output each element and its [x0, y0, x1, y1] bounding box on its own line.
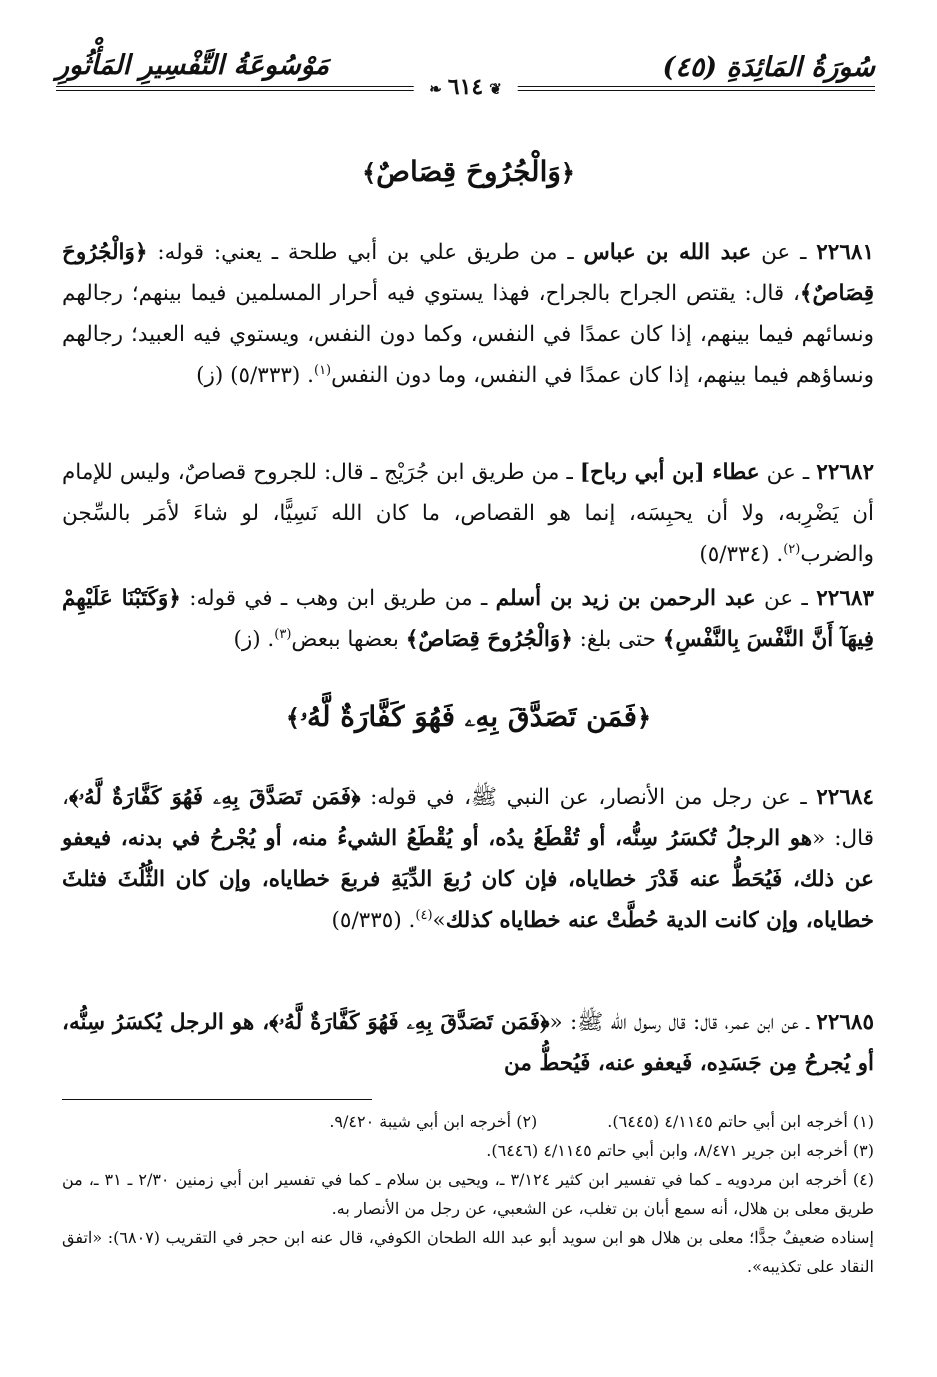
- hadith-text: هو الرجلُ تُكسَرُ سِنُّه، أو تُقْطَعُ يدُه، أو يُقْطَعُ الشيءُ منه، أو يُجْرحُ في بدنه، فيعفو عن ذلك، فَيُحَطُّ عنه قَدْرَ خطاياه، فإن كان رُبعَ الدِّيَةِ فربعَ خطاياه، وإن كان الثُّلُثَ فثلثَ خطاياه، وإن كانت الدية حُطَّتْ عنه خطاياه كذلك: [62, 826, 874, 933]
- quran-quote: ﴿وَالْجُرُوحَ قِصَاصٌ﴾: [405, 627, 573, 652]
- entry-text: ـ عن: [755, 586, 817, 611]
- ornament-icon: ❧: [429, 80, 442, 98]
- entry-text: ـ من طريق ابن جُرَيْج ـ قال: للجروح قصاصٌ، وليس للإمام أن يَضْرِبه، ولا أن يحبِسَه، إنما هو القصاص، ما كان الله نَسِيًّا، لو شاءَ لأمَر بالسِّجن والضرب: [62, 460, 874, 567]
- ornate-bracket-icon: ﴾: [285, 703, 300, 732]
- entry-text: ـ من طريق ابن وهب ـ في قوله:: [180, 586, 496, 611]
- quran-quote: ﴿وَالْجُرُوحَ قِصَاصٌ﴾: [62, 240, 874, 306]
- entry-number: ٢٢٦٨٢: [816, 460, 875, 485]
- entry-text: ، قال: يقتص الجراح بالجراح، فهذا يستوي فيه أحرار المسلمين فيما بينهم؛ رجالهم ونسائهم فيما بينهم، إذا كان عمدًا في النفس، وكما دون النفس، ويستوي فيه العبيد؛ رجالهم ونساؤهم فيما بينهم، إذا كان عمدًا في النفس، وما دون النفس: [62, 281, 874, 388]
- page-number-box: [413, 74, 518, 100]
- footnote-row: [62, 1107, 874, 1136]
- entry-number: ٢٢٦٨١: [816, 240, 874, 265]
- footnote-3: (٣) أخرجه ابن جرير ٨/٤٧١، وابن أبي حاتم ٤/١١٤٥ (٦٤٤٦).: [486, 1141, 874, 1160]
- entry-text: ـ عن: [751, 240, 817, 265]
- narrator-name: عبد الله بن عباس: [583, 240, 752, 265]
- entry-number: ٢٢٦٨٥: [816, 1010, 875, 1035]
- entry-number: ٢٢٦٨٣: [816, 586, 874, 611]
- quran-quote: ﴿وَكَتَبْنَا عَلَيْهِمْ فِيهَآ أَنَّ النَّفْسَ بِالنَّفْسِ﴾: [62, 586, 874, 652]
- entry-text: ، قال: «: [62, 785, 874, 851]
- footnote-ref: (١): [313, 362, 332, 378]
- entry-text: بعضها ببعض: [291, 627, 406, 652]
- entry-text: حتى بلغ:: [572, 627, 663, 652]
- entry-reference: . (٥/٣٣٤): [699, 542, 784, 567]
- narration-entry: [62, 452, 874, 575]
- footnote-ref: (٢): [783, 541, 801, 557]
- footnotes: [62, 1107, 874, 1281]
- footnote-4: (٤) أخرجه ابن مردويه ـ كما في تفسير ابن كثير ٣/١٢٤ ـ، ويحيى بن سلام ـ كما في تفسير ابن أبي زمنين ٢/٣٠ ـ ٣١ ـ، من طريق معلى بن هلال، أنه سمع أبان بن تغلب، عن الشعبي، عن رجل من الأنصار به.: [62, 1170, 874, 1218]
- footnote-ref: (٤): [415, 907, 433, 923]
- section-heading: [60, 155, 877, 188]
- footnote-ref: (٣): [274, 626, 292, 642]
- footnote-2: (٢) أخرجه ابن أبي شيبة ٩/٤٢٠.: [329, 1112, 538, 1131]
- quran-quote: ﴿فَمَن تَصَدَّقَ بِهِۦ فَهُوَ كَفَّارَةٌ لَّهُۥ﴾: [269, 1010, 550, 1035]
- footnote-divider: [62, 1099, 372, 1100]
- narration-entry: [62, 777, 874, 941]
- entry-text: ـ عن: [759, 460, 817, 485]
- book-title: مَوْسُوعَةُ التَّفْسِيرِ المَأْثُورِ: [56, 50, 330, 81]
- entry-reference: . (٥/٣٣٥): [331, 908, 416, 933]
- ornate-bracket-icon: ﴾: [362, 158, 377, 187]
- entry-reference: . (٥/٣٣٣) (ز): [196, 363, 314, 388]
- surah-title: سُورَةُ المَائِدَةِ (٤٥): [662, 52, 875, 83]
- narration-entry: [62, 232, 874, 396]
- footnote-4-grading: إسناده ضعيفٌ جدًّا؛ معلى بن هلال هو ابن سويد أبو عبد الله الطحان الكوفي، قال عنه ابن حجر في التقريب (٦٨٠٧): «اتفق النقاد على تكذيبه».: [62, 1228, 875, 1276]
- narrator-name: عطاء [بن أبي رباح]: [579, 460, 760, 485]
- narrator-name: عبد الرحمن بن زيد بن أسلم: [495, 586, 756, 611]
- entry-text: ـ عن ابن عمر، قال: قال رسول الله ﷺ: «: [549, 1010, 817, 1035]
- ornament-icon: ❦: [489, 80, 502, 98]
- heading-verse: فَمَن تَصَدَّقَ بِهِۦ فَهُوَ كَفَّارَةٌ لَّهُۥ: [299, 700, 638, 733]
- hadith-text: ، هو الرجل يُكسَرُ سِنُّه، أو يُجرحُ مِن جَسَدِه، فَيعفو عنه، فَيُحطُّ من: [62, 1010, 874, 1076]
- narration-entry: [62, 1002, 874, 1084]
- page-header: [56, 38, 875, 108]
- entry-reference: . (ز): [233, 627, 275, 652]
- entry-number: ٢٢٦٨٤: [816, 785, 874, 810]
- heading-verse: وَالْجُرُوحَ قِصَاصٌ: [376, 155, 561, 188]
- ornate-bracket-icon: ﴿: [637, 703, 652, 732]
- entry-text: ـ من طريق علي بن أبي طلحة ـ يعني: قوله:: [147, 240, 584, 265]
- section-heading: [60, 700, 877, 734]
- quran-quote: ﴿فَمَن تَصَدَّقَ بِهِۦ فَهُوَ كَفَّارَةٌ لَّهُۥ﴾: [68, 785, 361, 810]
- entry-text: »: [432, 908, 446, 933]
- footnote-1: (١) أخرجه ابن أبي حاتم ٤/١١٤٥ (٦٤٤٥).: [607, 1112, 874, 1131]
- narration-entry: [62, 578, 874, 660]
- page-number: ٦١٤: [447, 74, 484, 100]
- ornate-bracket-icon: ﴿: [560, 158, 575, 187]
- entry-text: ـ عن رجل من الأنصار، عن النبي ﷺ، في قوله:: [360, 785, 817, 810]
